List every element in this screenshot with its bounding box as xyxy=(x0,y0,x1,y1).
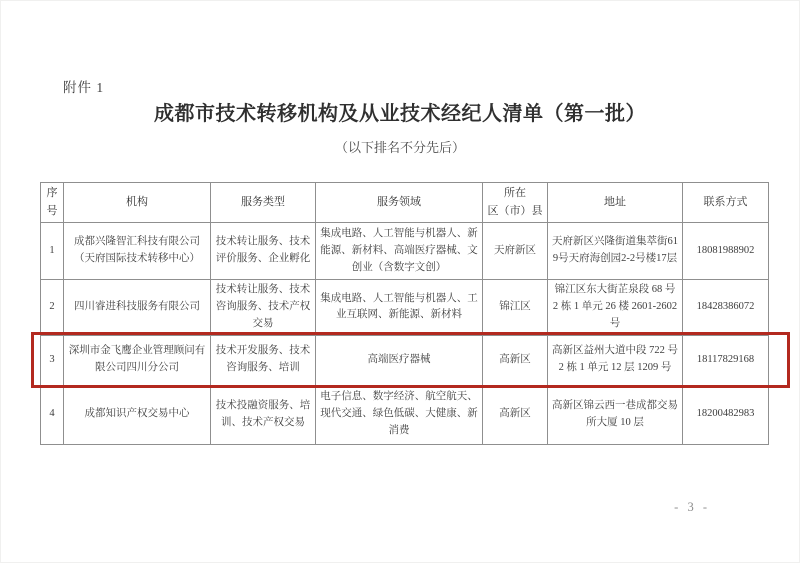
cell-contact: 18200482983 xyxy=(683,385,769,444)
cell-organization: 成都知识产权交易中心 xyxy=(64,385,211,444)
header-organization: 机构 xyxy=(64,183,211,223)
header-district xyxy=(483,183,548,223)
cell-service-field: 集成电路、人工智能与机器人、新能源、新材料、高端医疗器械、文创业（含数字文创） xyxy=(316,223,483,280)
cell-service-type: 技术转让服务、技术评价服务、企业孵化 xyxy=(211,223,316,280)
cell-no: 3 xyxy=(41,335,64,385)
cell-address: 天府新区兴隆街道集萃街619号天府海创园2-2号楼17层 xyxy=(548,223,683,280)
table-row xyxy=(41,280,769,335)
cell-district: 锦江区 xyxy=(483,280,548,335)
cell-no: 1 xyxy=(41,223,64,280)
table-header-row xyxy=(41,183,769,223)
institutions-table-container xyxy=(40,182,768,445)
cell-service-field: 电子信息、数字经济、航空航天、现代交通、绿色低碳、大健康、新消费 xyxy=(316,385,483,444)
cell-address: 高新区益州大道中段 722 号 2 栋 1 单元 12 层 1209 号 xyxy=(548,335,683,385)
page-number: - 3 - xyxy=(674,500,710,514)
cell-contact: 18428386072 xyxy=(683,280,769,335)
table-row xyxy=(41,385,769,444)
cell-service-field: 集成电路、人工智能与机器人、工业互联网、新能源、新材料 xyxy=(316,280,483,335)
cell-contact: 18081988902 xyxy=(683,223,769,280)
header-contact: 联系方式 xyxy=(683,183,769,223)
cell-address: 锦江区东大街芷泉段 68 号 2 栋 1 单元 26 楼 2601-2602 号 xyxy=(548,280,683,335)
table-row xyxy=(41,223,769,280)
cell-service-type: 技术投融资服务、培训、技术产权交易 xyxy=(211,385,316,444)
header-service-field: 服务领域 xyxy=(316,183,483,223)
header-district-line1: 所在 xyxy=(504,187,526,199)
cell-organization: 深圳市金飞鹰企业管理顾问有限公司四川分公司 xyxy=(64,335,211,385)
cell-district: 高新区 xyxy=(483,335,548,385)
document-title: 成都市技术转移机构及从业技术经纪人清单（第一批） xyxy=(154,103,646,125)
header-district-line2: 区（市）县 xyxy=(487,204,543,217)
cell-no: 4 xyxy=(41,385,64,444)
header-no: 序号 xyxy=(41,183,64,223)
document-subtitle: （以下排名不分先后） xyxy=(334,140,465,155)
header-address: 地址 xyxy=(548,183,683,223)
cell-address: 高新区锦云西一巷成都交易所大厦 10 层 xyxy=(548,385,683,444)
cell-service-type: 技术转让服务、技术咨询服务、技术产权交易 xyxy=(211,280,316,335)
cell-district: 天府新区 xyxy=(483,223,548,280)
attachment-label: 附件 1 xyxy=(63,80,105,95)
cell-organization: 四川睿进科技服务有限公司 xyxy=(64,280,211,335)
cell-no: 2 xyxy=(41,280,64,335)
cell-district: 高新区 xyxy=(483,385,548,444)
cell-service-field: 高端医疗器械 xyxy=(316,335,483,385)
header-service-type: 服务类型 xyxy=(211,183,316,223)
cell-contact: 18117829168 xyxy=(683,335,769,385)
cell-organization: 成都兴隆智汇科技有限公司（天府国际技术转移中心） xyxy=(64,223,211,280)
institutions-table xyxy=(40,182,769,445)
cell-service-type: 技术开发服务、技术咨询服务、培训 xyxy=(211,335,316,385)
table-row-highlighted xyxy=(41,335,769,385)
